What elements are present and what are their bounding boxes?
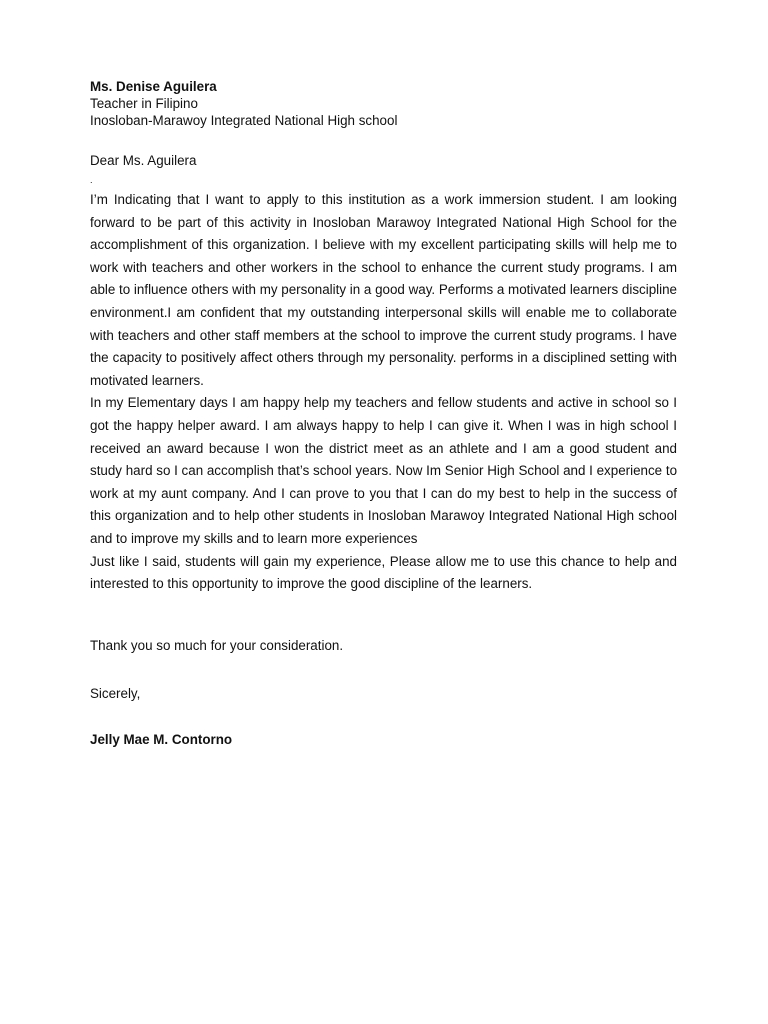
recipient-title: Teacher in Filipino <box>90 96 198 111</box>
recipient-name: Ms. Denise Aguilera <box>90 79 217 94</box>
signature-name: Jelly Mae M. Contorno <box>90 731 233 747</box>
body-paragraph-2: In my Elementary days I am happy help my teachers and fellow students and active in school so I got the happy helper award. I am always happy to help I can give it. When I was in high school I received an award because I won the district meet as an athlete and I am a good student and study hard so I can accomplish that’s school years. Now Im Senior High School and I experience to work at my aunt company. And I can prove to you that I can do my best to help in the success of this organization and to help other students in Inosloban Marawoy Integrated National High school and to improve my skills and to learn more experiences <box>90 395 678 546</box>
letter-body <box>90 78 677 751</box>
salutation: Dear Ms. Aguilera <box>90 153 197 168</box>
body-paragraph-3: Just like I said, students will gain my experience, Please allow me to use this chance to help and interested to this opportunity to improve the good discipline of the learners. <box>90 553 677 592</box>
stray-period: . <box>90 175 93 185</box>
thanks-line: Thank you so much for your consideration. <box>90 637 344 653</box>
recipient-school: Inosloban-Marawoy Integrated National High school <box>90 113 398 128</box>
body-paragraph-1: I’m Indicating that I want to apply to this institution as a work immersion student. I am looking forward to be part of this activity in Inosloban Marawoy Integrated National High School for the accomplishment of this organization. I believe with my excellent participating skills will help me to work with teachers and other workers in the school to enhance the current study programs. I am able to influence others with my personality in a good way. Performs a motivated learners discipline environment.I am confident that my outstanding interpersonal skills will enable me to collaborate with teachers and other staff members at the school to improve the current study programs. I have the capacity to positively affect others through my personality. performs in a disciplined setting with motivated learners. <box>90 192 677 388</box>
closing-line: Sicerely, <box>90 686 141 702</box>
